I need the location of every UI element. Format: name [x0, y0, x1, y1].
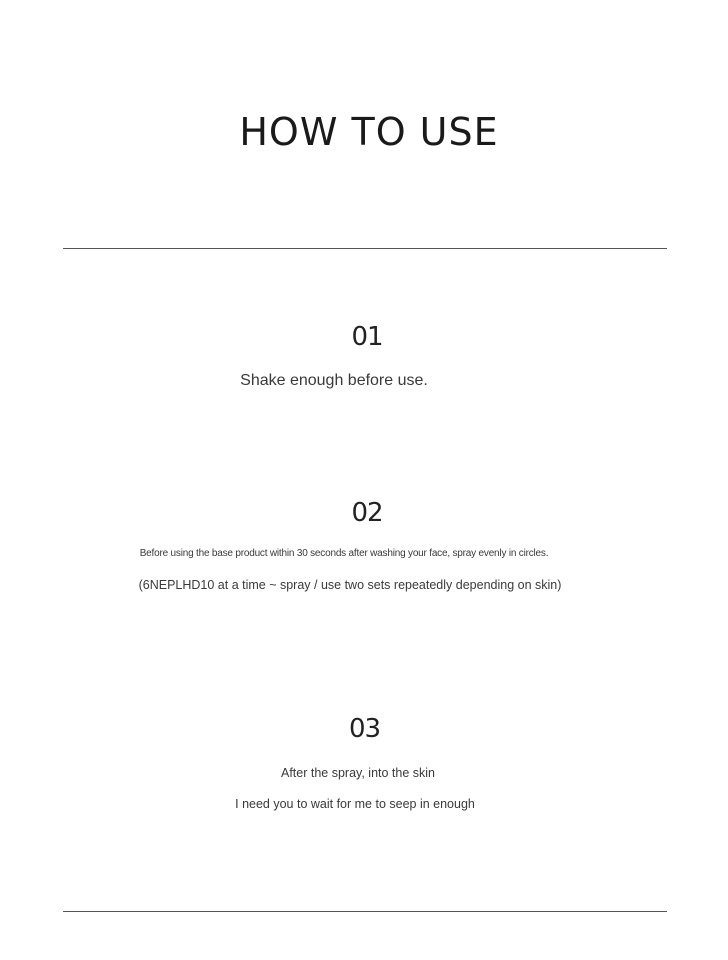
top-divider: [63, 248, 667, 249]
bottom-divider: [63, 911, 667, 912]
page-title: HOW TO USE: [239, 110, 499, 154]
step-instruction: (6NEPLHD10 at a time ~ spray / use two sets repeatedly depending on skin): [138, 578, 562, 592]
step-number: 03: [348, 714, 381, 744]
step-instruction: Before using the base product within 30 seconds after washing your face, spray evenly in circles.: [139, 548, 549, 559]
step-number: 01: [351, 322, 383, 352]
step-number: 02: [351, 498, 383, 528]
step-instruction: Shake enough before use.: [240, 372, 428, 389]
step-instruction: I need you to wait for me to seep in enough: [235, 797, 475, 811]
step-instruction: After the spray, into the skin: [280, 766, 435, 780]
